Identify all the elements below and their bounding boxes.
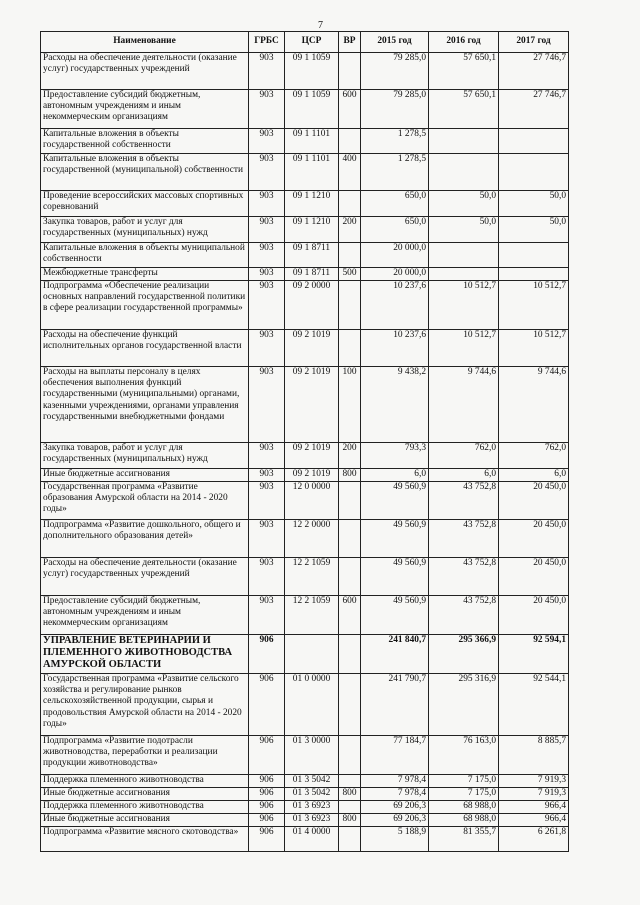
table-row [41,154,569,191]
table-row [41,469,569,482]
cell-2017 [499,268,569,281]
cell-2015: 10 237,6 [361,330,429,367]
cell-2015: 79 285,0 [361,53,429,90]
cell-2016: 57 650,1 [429,90,499,129]
cell-2016 [429,268,499,281]
cell-grbs: 906 [249,775,285,788]
cell-2017: 966,4 [499,801,569,814]
cell-2015: 650,0 [361,217,429,243]
cell-csr: 01 3 6923 [285,801,339,814]
cell-name: Поддержка племенного животноводства [41,775,249,788]
cell-2015: 6,0 [361,469,429,482]
table-row [41,330,569,367]
cell-2017: 966,4 [499,814,569,827]
cell-2016 [429,129,499,154]
header-2015: 2015 год [361,32,429,53]
cell-vr [339,801,361,814]
cell-2017: 92 594,1 [499,635,569,674]
table-row [41,775,569,788]
cell-2017: 92 544,1 [499,674,569,736]
cell-csr: 12 2 1059 [285,558,339,596]
table-row [41,268,569,281]
cell-2017: 20 450,0 [499,596,569,635]
cell-2015: 49 560,9 [361,596,429,635]
header-vr: ВР [339,32,361,53]
cell-2015: 69 206,3 [361,814,429,827]
cell-name: Подпрограмма «Развитие мясного скотоводства» [41,827,249,852]
cell-name: Подпрограмма «Развитие дошкольного, общего и дополнительного образования детей» [41,520,249,558]
table-row [41,674,569,736]
cell-grbs: 903 [249,443,285,469]
table-body [41,53,569,852]
cell-vr [339,775,361,788]
cell-2017: 27 746,7 [499,90,569,129]
cell-name: Государственная программа «Развитие образования Амурской области на 2014 - 2020 годы» [41,482,249,520]
cell-csr: 01 3 0000 [285,736,339,775]
table-row [41,191,569,217]
cell-vr: 200 [339,217,361,243]
cell-2017 [499,129,569,154]
cell-grbs: 903 [249,558,285,596]
cell-vr [339,243,361,268]
cell-2015: 77 184,7 [361,736,429,775]
table-header-row [41,32,569,53]
cell-2016: 81 355,7 [429,827,499,852]
cell-csr: 09 1 8711 [285,268,339,281]
cell-grbs: 906 [249,788,285,801]
cell-name: Иные бюджетные ассигнования [41,814,249,827]
cell-csr: 09 1 1059 [285,53,339,90]
cell-name: Проведение всероссийских массовых спортивных соревнований [41,191,249,217]
cell-grbs: 903 [249,268,285,281]
cell-vr [339,129,361,154]
cell-grbs: 903 [249,53,285,90]
cell-vr: 600 [339,596,361,635]
cell-name: Поддержка племенного животноводства [41,801,249,814]
cell-2016: 68 988,0 [429,814,499,827]
cell-2017 [499,243,569,268]
table-row [41,243,569,268]
cell-csr: 01 3 5042 [285,788,339,801]
cell-csr: 09 1 1210 [285,191,339,217]
cell-2016: 50,0 [429,191,499,217]
cell-2015: 1 278,5 [361,154,429,191]
cell-2017: 20 450,0 [499,558,569,596]
cell-grbs: 903 [249,520,285,558]
cell-vr: 100 [339,367,361,443]
table-row [41,801,569,814]
cell-name: Подпрограмма «Обеспечение реализации основных направлений государственной политики в сфере реализации государственной программы» [41,281,249,330]
cell-vr: 400 [339,154,361,191]
table-row [41,827,569,852]
cell-2016: 57 650,1 [429,53,499,90]
cell-2017 [499,154,569,191]
cell-2017: 8 885,7 [499,736,569,775]
cell-name: Расходы на обеспечение функций исполнительных органов государственной власти [41,330,249,367]
cell-grbs: 903 [249,191,285,217]
cell-csr: 09 1 1210 [285,217,339,243]
cell-name: Иные бюджетные ассигнования [41,788,249,801]
cell-name: Закупка товаров, работ и услуг для государственных (муниципальных) нужд [41,217,249,243]
cell-2016: 76 163,0 [429,736,499,775]
cell-csr: 01 0 0000 [285,674,339,736]
cell-csr [285,635,339,674]
table-row [41,788,569,801]
page-number: 7 [318,20,323,31]
cell-2015: 7 978,4 [361,775,429,788]
cell-2016: 43 752,8 [429,520,499,558]
cell-name: Предоставление субсидий бюджетным, автономным учреждениям и иным некоммерческим организациям [41,596,249,635]
cell-vr [339,736,361,775]
cell-csr: 09 2 1019 [285,469,339,482]
cell-grbs: 906 [249,814,285,827]
cell-2016: 10 512,7 [429,281,499,330]
cell-csr: 09 1 1101 [285,154,339,191]
table-row [41,558,569,596]
cell-2015: 241 790,7 [361,674,429,736]
cell-vr [339,827,361,852]
header-2016: 2016 год [429,32,499,53]
cell-2017: 50,0 [499,217,569,243]
cell-2016: 7 175,0 [429,775,499,788]
cell-2016: 10 512,7 [429,330,499,367]
cell-2015: 1 278,5 [361,129,429,154]
cell-2015: 49 560,9 [361,558,429,596]
cell-name: Капитальные вложения в объекты муниципальной собственности [41,243,249,268]
table-row [41,596,569,635]
cell-grbs: 903 [249,367,285,443]
cell-2015: 5 188,9 [361,827,429,852]
cell-2016: 43 752,8 [429,596,499,635]
cell-name: Предоставление субсидий бюджетным, автономным учреждениям и иным некоммерческим организациям [41,90,249,129]
cell-csr: 12 2 1059 [285,596,339,635]
cell-vr [339,53,361,90]
cell-2017: 6,0 [499,469,569,482]
cell-2015: 49 560,9 [361,482,429,520]
cell-name: Капитальные вложения в объекты государственной собственности [41,129,249,154]
cell-name: Расходы на выплаты персоналу в целях обеспечения выполнения функций государственными (муниципальными) органами, казенными учреждениями, органами управления государственными внебюджетными фондами [41,367,249,443]
cell-csr: 01 4 0000 [285,827,339,852]
cell-2017: 762,0 [499,443,569,469]
cell-2016: 7 175,0 [429,788,499,801]
cell-2017: 9 744,6 [499,367,569,443]
cell-vr [339,674,361,736]
cell-csr: 12 0 0000 [285,482,339,520]
cell-grbs: 906 [249,736,285,775]
cell-grbs: 903 [249,281,285,330]
table-row [41,217,569,243]
cell-grbs: 906 [249,635,285,674]
cell-name: Межбюджетные трансферты [41,268,249,281]
header-name: Наименование [41,32,249,53]
cell-vr [339,281,361,330]
cell-grbs: 903 [249,330,285,367]
cell-csr: 09 2 1019 [285,330,339,367]
cell-csr: 12 2 0000 [285,520,339,558]
table-row [41,814,569,827]
table-row [41,53,569,90]
table-row [41,90,569,129]
cell-vr: 800 [339,814,361,827]
cell-2017: 10 512,7 [499,330,569,367]
cell-csr: 09 2 0000 [285,281,339,330]
table-row [41,443,569,469]
table-row [41,736,569,775]
cell-2017: 50,0 [499,191,569,217]
cell-vr [339,520,361,558]
cell-vr [339,191,361,217]
cell-csr: 01 3 6923 [285,814,339,827]
cell-name: Капитальные вложения в объекты государственной (муниципальной) собственности [41,154,249,191]
cell-grbs: 903 [249,596,285,635]
cell-2017: 20 450,0 [499,520,569,558]
cell-name: Расходы на обеспечение деятельности (оказание услуг) государственных учреждений [41,53,249,90]
cell-vr [339,482,361,520]
cell-2016: 50,0 [429,217,499,243]
cell-2016: 68 988,0 [429,801,499,814]
cell-grbs: 903 [249,482,285,520]
cell-csr: 09 1 8711 [285,243,339,268]
cell-vr: 500 [339,268,361,281]
cell-2015: 79 285,0 [361,90,429,129]
cell-vr [339,635,361,674]
cell-vr: 800 [339,469,361,482]
cell-2016: 6,0 [429,469,499,482]
table-row [41,281,569,330]
cell-2017: 27 746,7 [499,53,569,90]
cell-vr [339,330,361,367]
cell-2016 [429,243,499,268]
cell-2015: 49 560,9 [361,520,429,558]
cell-2015: 793,3 [361,443,429,469]
cell-grbs: 906 [249,674,285,736]
cell-2017: 20 450,0 [499,482,569,520]
cell-2017: 7 919,3 [499,788,569,801]
cell-2017: 7 919,3 [499,775,569,788]
cell-2015: 650,0 [361,191,429,217]
cell-vr [339,558,361,596]
cell-name: УПРАВЛЕНИЕ ВЕТЕРИНАРИИ И ПЛЕМЕННОГО ЖИВОТНОВОДСТВА АМУРСКОЙ ОБЛАСТИ [41,635,249,674]
table-row [41,635,569,674]
cell-grbs: 903 [249,129,285,154]
cell-2017: 10 512,7 [499,281,569,330]
cell-name: Иные бюджетные ассигнования [41,469,249,482]
cell-2015: 20 000,0 [361,268,429,281]
cell-grbs: 903 [249,217,285,243]
cell-grbs: 903 [249,243,285,268]
header-grbs: ГРБС [249,32,285,53]
table-row [41,129,569,154]
cell-2016: 9 744,6 [429,367,499,443]
cell-grbs: 903 [249,469,285,482]
cell-csr: 09 2 1019 [285,443,339,469]
cell-2016: 43 752,8 [429,482,499,520]
cell-grbs: 903 [249,154,285,191]
cell-csr: 09 2 1019 [285,367,339,443]
budget-table [40,31,569,852]
cell-2016: 43 752,8 [429,558,499,596]
table-row [41,367,569,443]
cell-grbs: 906 [249,801,285,814]
cell-vr: 200 [339,443,361,469]
cell-vr: 800 [339,788,361,801]
header-csr: ЦСР [285,32,339,53]
cell-2016: 762,0 [429,443,499,469]
cell-vr: 600 [339,90,361,129]
table-row [41,520,569,558]
cell-csr: 01 3 5042 [285,775,339,788]
cell-name: Закупка товаров, работ и услуг для государственных (муниципальных) нужд [41,443,249,469]
cell-name: Подпрограмма «Развитие подотрасли животноводства, переработки и реализации продукции животноводства» [41,736,249,775]
cell-2015: 20 000,0 [361,243,429,268]
table-row [41,482,569,520]
cell-2015: 241 840,7 [361,635,429,674]
cell-grbs: 906 [249,827,285,852]
cell-2016 [429,154,499,191]
header-2017: 2017 год [499,32,569,53]
cell-2015: 9 438,2 [361,367,429,443]
cell-grbs: 903 [249,90,285,129]
cell-2015: 7 978,4 [361,788,429,801]
cell-name: Государственная программа «Развитие сельского хозяйства и регулирование рынков сельскохозяйственной продукции, сырья и продовольствия Амурской области на 2014 - 2020 годы» [41,674,249,736]
cell-2016: 295 316,9 [429,674,499,736]
cell-csr: 09 1 1101 [285,129,339,154]
cell-2015: 69 206,3 [361,801,429,814]
cell-csr: 09 1 1059 [285,90,339,129]
cell-2017: 6 261,8 [499,827,569,852]
cell-name: Расходы на обеспечение деятельности (оказание услуг) государственных учреждений [41,558,249,596]
cell-2016: 295 366,9 [429,635,499,674]
cell-2015: 10 237,6 [361,281,429,330]
